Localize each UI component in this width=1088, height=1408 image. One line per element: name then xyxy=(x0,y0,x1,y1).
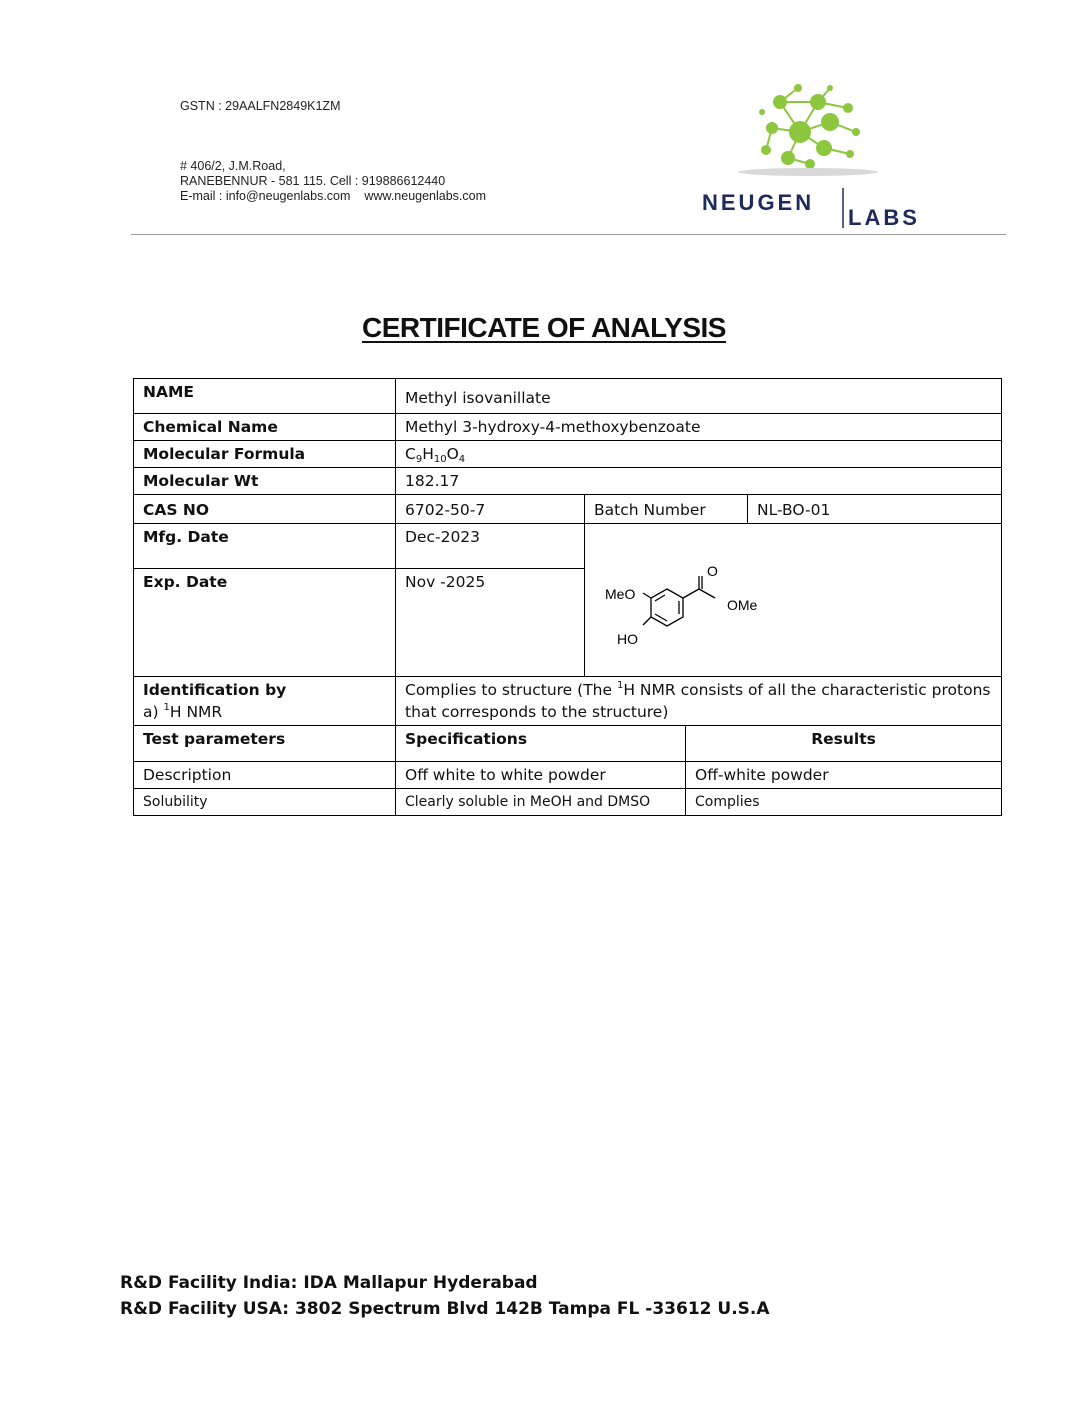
molecule-nodes xyxy=(759,84,860,169)
identification-value: Complies to structure (The $^1$H NMR consists of all the characteristic protons that corresponds to the structure) xyxy=(396,677,1002,726)
result-solubility: Complies xyxy=(686,789,1002,816)
cas-value: 6702-50-7 xyxy=(396,495,585,524)
table-row xyxy=(134,762,1002,789)
row-test-header xyxy=(134,726,1002,762)
identification-label: Identification by xyxy=(143,681,287,699)
batch-label: Batch Number xyxy=(585,495,748,524)
structure-ho-label: HO xyxy=(617,631,638,647)
param-description: Description xyxy=(134,762,396,789)
email: E-mail : info@neugenlabs.com xyxy=(180,189,351,203)
mfg-date-label: Mfg. Date xyxy=(134,524,396,569)
gstn-number: GSTN : 29AALFN2849K1ZM xyxy=(180,99,341,113)
structure-cell xyxy=(585,524,1002,677)
spec-description: Off white to white powder xyxy=(396,762,686,789)
identification-method: a) $^1$H NMR xyxy=(143,702,223,721)
exp-date-label: Exp. Date xyxy=(134,569,396,677)
formula-label: Molecular Formula xyxy=(134,441,396,468)
identification-label-cell xyxy=(134,677,396,726)
website: www.neugenlabs.com xyxy=(364,189,487,203)
company-address xyxy=(180,159,486,204)
row-molecular-weight xyxy=(134,468,1002,495)
row-chemical-name xyxy=(134,414,1002,441)
chemical-structure-diagram xyxy=(585,524,785,674)
neugen-labs-logo xyxy=(700,80,940,230)
chemical-name-label: Chemical Name xyxy=(134,414,396,441)
contact-line xyxy=(180,189,486,204)
mfg-date-value: Dec-2023 xyxy=(396,524,585,569)
row-cas xyxy=(134,495,1002,524)
footer-usa: R&D Facility USA: 3802 Spectrum Blvd 142B Tampa FL -33612 U.S.A xyxy=(120,1299,770,1319)
structure-meo-label: MeO xyxy=(605,586,636,602)
logo-word-neugen: NEUGEN xyxy=(702,190,815,215)
molecular-weight-value: 182.17 xyxy=(396,468,1002,495)
molecular-weight-label: Molecular Wt xyxy=(134,468,396,495)
result-description: Off-white powder xyxy=(686,762,1002,789)
address-line-1: # 406/2, J.M.Road, xyxy=(180,159,286,173)
col-header-specifications: Specifications xyxy=(396,726,686,762)
col-header-test-parameters: Test parameters xyxy=(134,726,396,762)
row-formula xyxy=(134,441,1002,468)
row-name xyxy=(134,379,1002,414)
address-line-2: RANEBENNUR - 581 115. Cell : 919886612440 xyxy=(180,174,446,188)
formula-value: $C_9H_{10}O_4$ xyxy=(396,441,1002,468)
logo-word-labs: LABS xyxy=(848,205,920,230)
cas-label: CAS NO xyxy=(134,495,396,524)
footer xyxy=(120,1270,770,1322)
coa-table xyxy=(133,378,1002,816)
param-solubility: Solubility xyxy=(134,789,396,816)
structure-ome-label: OMe xyxy=(727,597,758,613)
table-row xyxy=(134,789,1002,816)
logo-shadow xyxy=(738,168,878,176)
name-label: NAME xyxy=(134,379,396,414)
batch-value: NL-BO-01 xyxy=(748,495,1002,524)
col-header-results: Results xyxy=(686,726,1002,762)
exp-date-value: Nov -2025 xyxy=(396,569,585,677)
row-mfg-date xyxy=(134,524,1002,569)
header-divider xyxy=(131,234,1006,235)
row-identification xyxy=(134,677,1002,726)
document-title: CERTIFICATE OF ANALYSIS xyxy=(362,312,726,343)
chemical-name-value: Methyl 3-hydroxy-4-methoxybenzoate xyxy=(396,414,1002,441)
name-value: Methyl isovanillate xyxy=(396,379,1002,414)
spec-solubility: Clearly soluble in MeOH and DMSO xyxy=(396,789,686,816)
footer-india: R&D Facility India: IDA Mallapur Hyderabad xyxy=(120,1273,538,1293)
structure-o-label: O xyxy=(707,563,718,579)
